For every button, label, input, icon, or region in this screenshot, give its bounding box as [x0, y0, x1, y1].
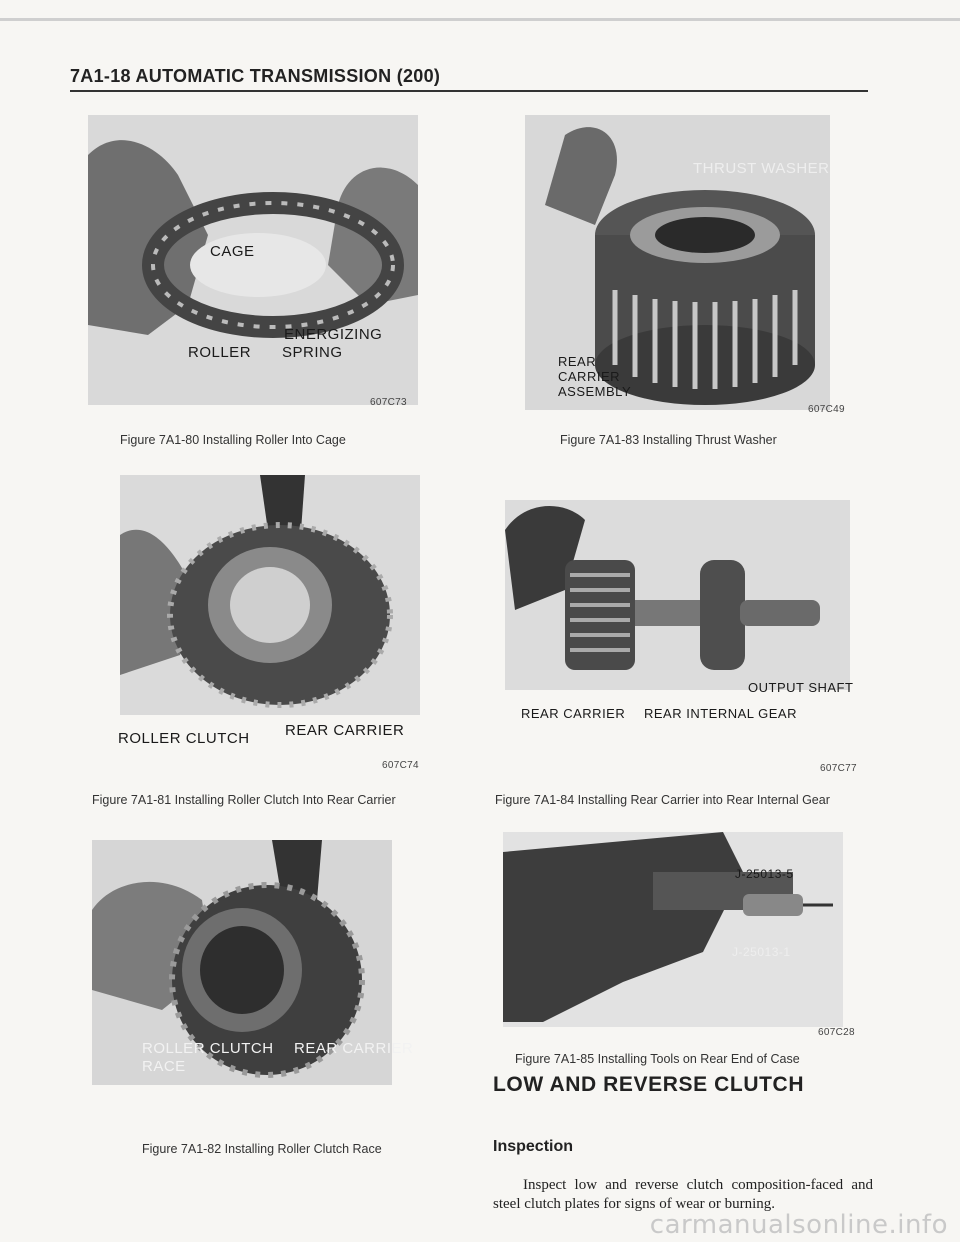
figure-83-caption: Figure 7A1-83 Installing Thrust Washer [560, 433, 777, 447]
section-body: Inspect low and reverse clutch composition-faced and steel clutch plates for signs of wear or burning. [493, 1177, 873, 1212]
label-energizing: ENERGIZING [284, 326, 383, 343]
label-output-shaft: OUTPUT SHAFT [748, 680, 854, 695]
label-rear-carrier-81: REAR CARRIER [285, 722, 405, 739]
label-assembly-83: ASSEMBLY [558, 384, 632, 399]
label-rear-carrier-84: REAR CARRIER [521, 706, 626, 721]
section-subtitle: Inspection [493, 1138, 574, 1155]
figure-84-code: 607C77 [820, 763, 857, 774]
label-cage: CAGE [210, 243, 255, 260]
top-scan-line [0, 18, 960, 21]
figure-81-code: 607C74 [382, 760, 419, 771]
label-rear-83: REAR [558, 354, 597, 369]
page-header: 7A1-18 AUTOMATIC TRANSMISSION (200) [70, 66, 441, 86]
figure-82-photo [92, 840, 414, 1085]
label-rear-internal-gear: REAR INTERNAL GEAR [644, 706, 797, 721]
figure-82-caption: Figure 7A1-82 Installing Roller Clutch Race [142, 1142, 382, 1156]
label-spring: SPRING [282, 344, 343, 361]
figure-85-photo [503, 832, 843, 1027]
figure-84-photo [505, 500, 850, 690]
figure-84-caption: Figure 7A1-84 Installing Rear Carrier into Rear Internal Gear [495, 793, 830, 807]
figure-85-code: 607C28 [818, 1027, 855, 1038]
label-roller-clutch-81: ROLLER CLUTCH [118, 730, 250, 747]
label-thrust-washer: THRUST WASHER [693, 160, 830, 177]
figure-83-code: 607C49 [808, 404, 845, 415]
figure-81-photo [120, 475, 420, 715]
figure-80-caption: Figure 7A1-80 Installing Roller Into Cage [120, 433, 346, 447]
figure-85-caption: Figure 7A1-85 Installing Tools on Rear End of Case [515, 1052, 800, 1066]
label-roller-clutch-82: ROLLER CLUTCH [142, 1040, 274, 1057]
label-carrier-83: CARRIER [558, 369, 621, 384]
figure-81-caption: Figure 7A1-81 Installing Roller Clutch Into Rear Carrier [92, 793, 396, 807]
figure-80-photo [88, 115, 418, 405]
label-tool-1: J-25013-1 [732, 945, 791, 959]
figure-80-code: 607C73 [370, 397, 407, 408]
section-title: LOW AND REVERSE CLUTCH [493, 1073, 805, 1096]
label-race-82: RACE [142, 1058, 186, 1075]
label-roller: ROLLER [188, 344, 252, 361]
header-rule [70, 90, 868, 92]
watermark: carmanualsonline.info [649, 1210, 948, 1240]
label-rear-carrier-82: REAR CARRIER [294, 1040, 414, 1057]
label-tool-5: J-25013-5 [735, 867, 794, 881]
